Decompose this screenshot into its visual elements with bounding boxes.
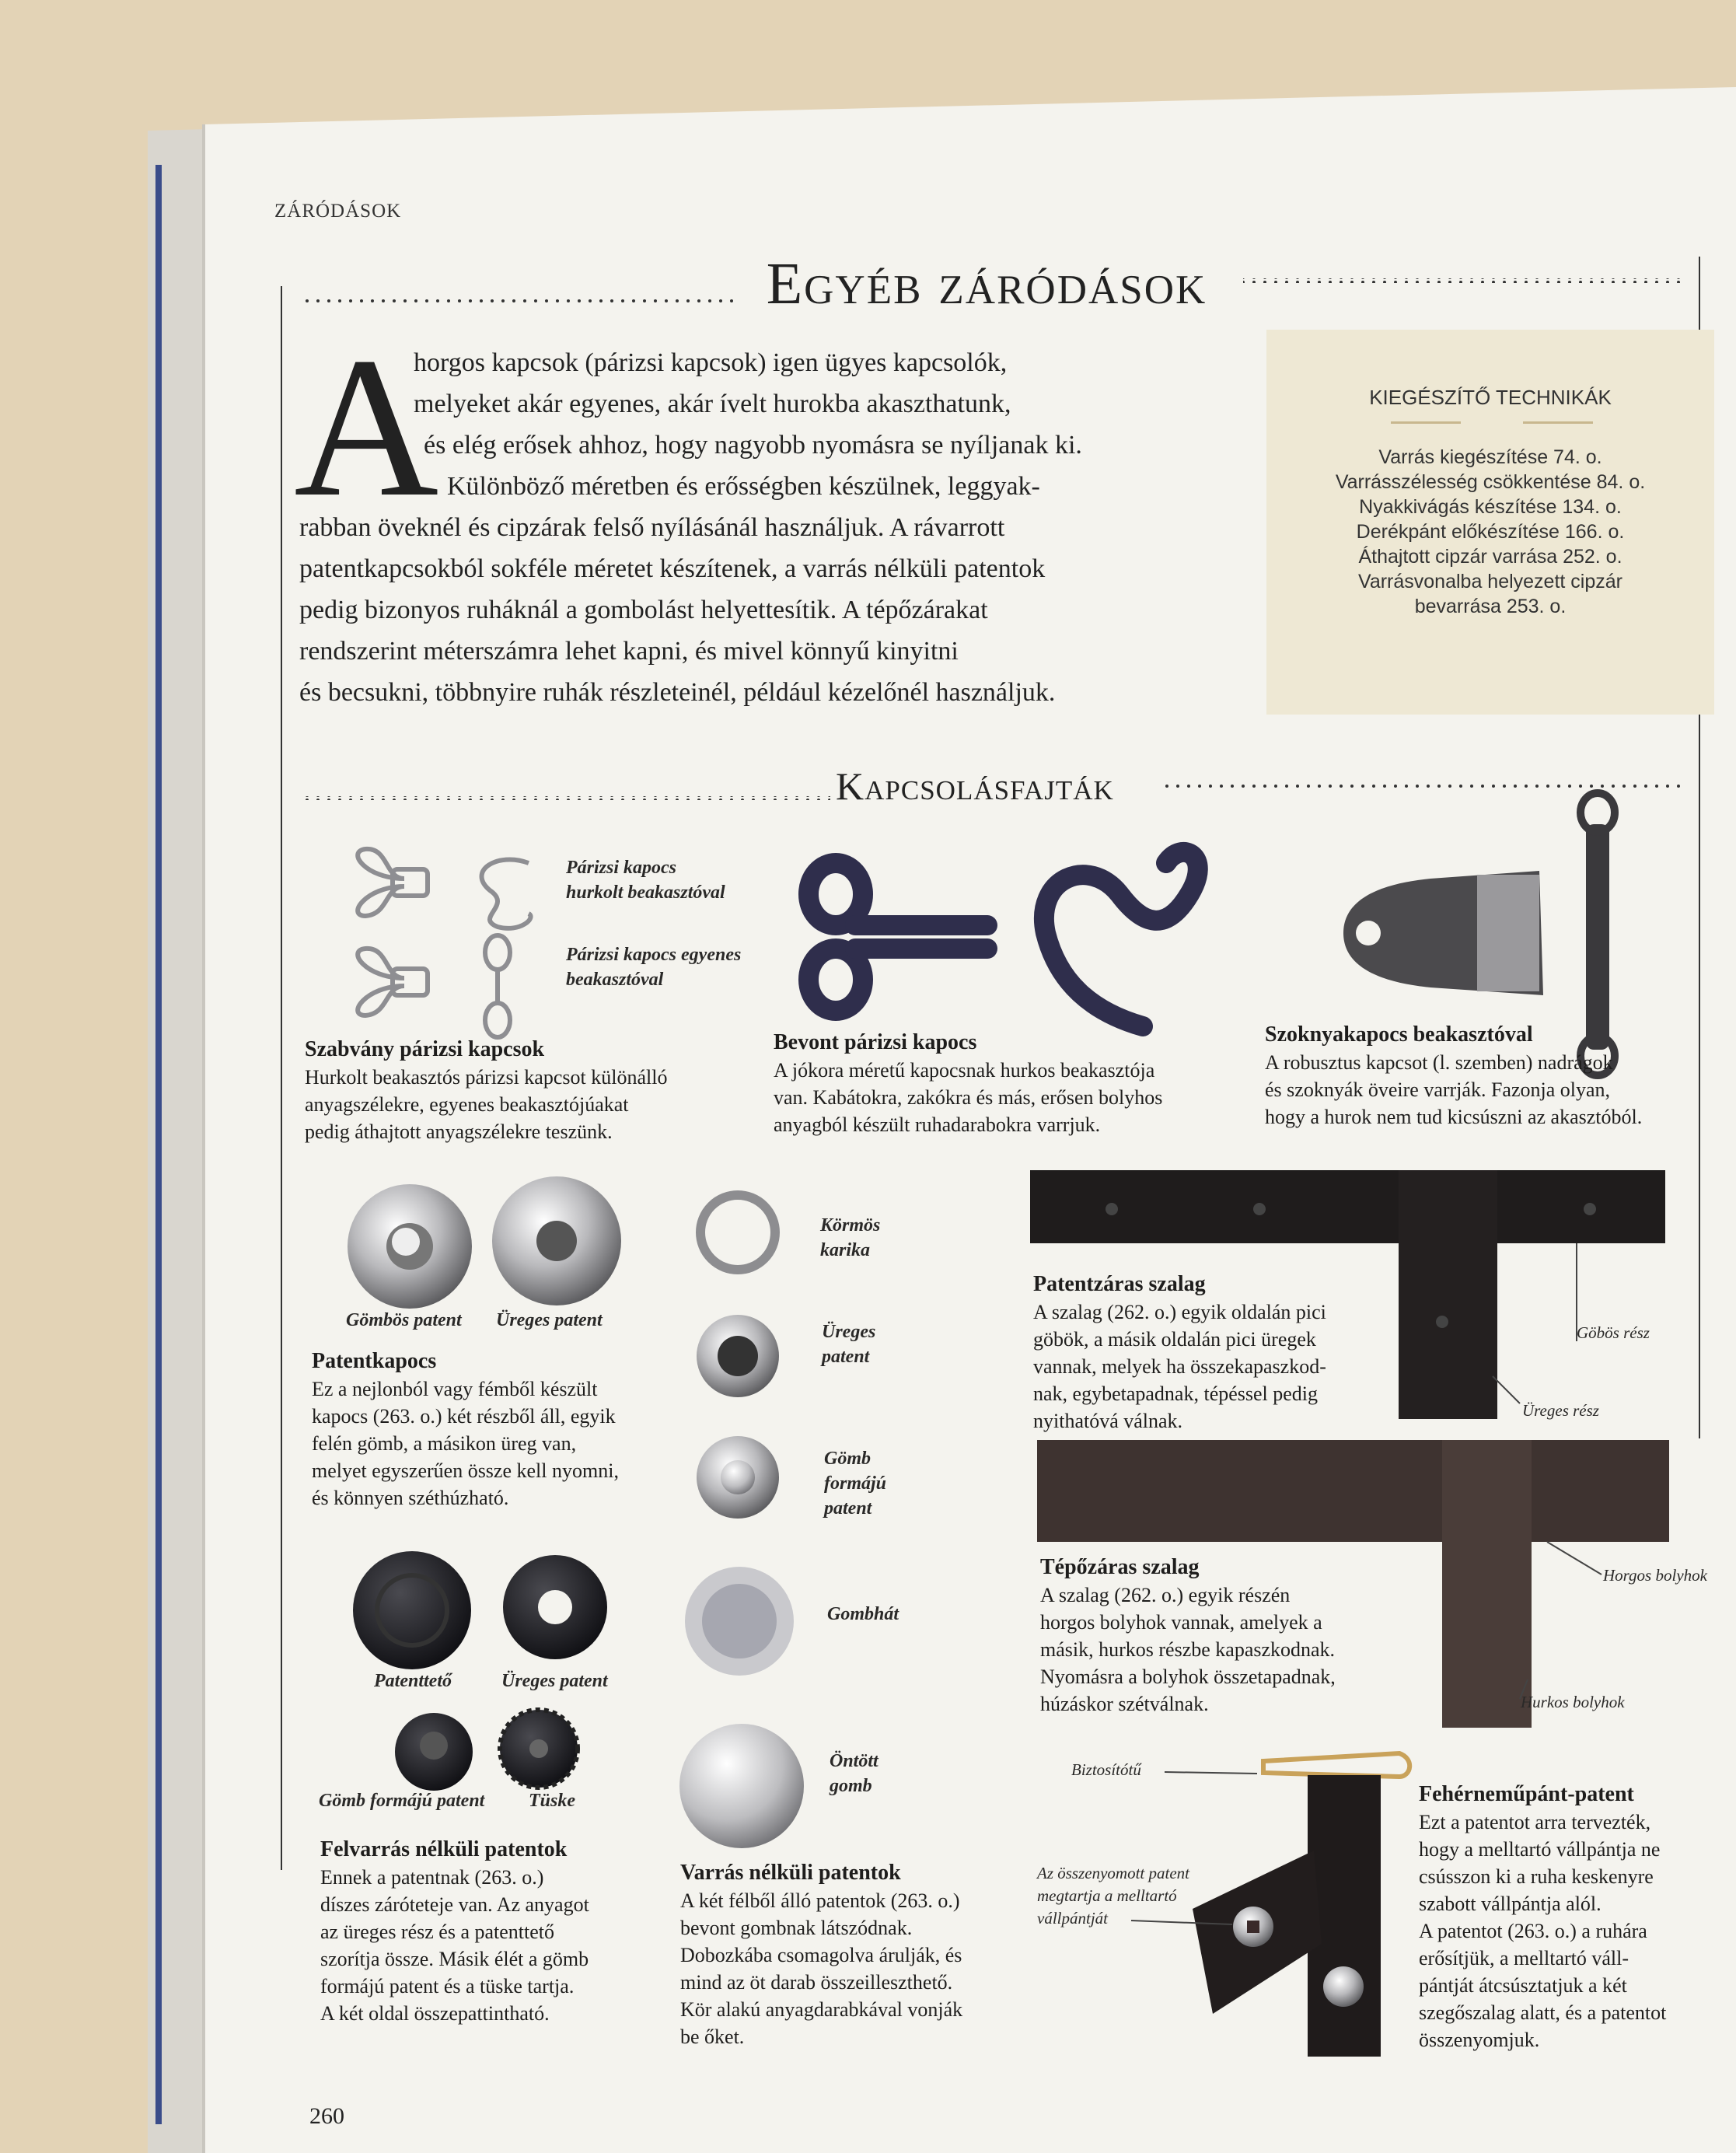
block-text — [1419, 1809, 1666, 2053]
text-line: patent — [822, 1347, 870, 1367]
text-line: és könnyen széthúzható. — [312, 1487, 509, 1509]
text-line: és szoknyák öveire varrják. Fazonja olyan, — [1265, 1078, 1611, 1101]
block-title: Bevont párizsi kapocs — [774, 1030, 977, 1054]
block-title: Patentkapocs — [312, 1349, 437, 1373]
text-line: vállpántját — [1037, 1909, 1108, 1928]
text-line: az üreges rész és a patenttető — [320, 1921, 555, 1943]
text-line: Ez a nejlonból vagy fémből készült — [312, 1378, 598, 1400]
block-text — [774, 1057, 1162, 1138]
text-line: másik, hurkos részbe kapaszkodnak. — [1040, 1638, 1336, 1661]
label-back: Gombhát — [827, 1604, 899, 1624]
text-line: A patentot (263. o.) a ruhára — [1419, 1920, 1647, 1942]
text-line: anyagból készült ruhadarabokra varrjuk. — [774, 1113, 1101, 1136]
hollow-snap-icon — [697, 1315, 779, 1397]
label-cast — [830, 1749, 878, 1798]
text-line: Varrás kiegészítése 74. o. — [1378, 446, 1602, 468]
block-title: Fehérneműpánt-patent — [1419, 1782, 1634, 1806]
text-line: Dobozkába csomagolva árulják, és — [680, 1944, 962, 1966]
text-line: Varrásvonalba helyezett cipzár — [1358, 571, 1622, 592]
text-line: bevarrása 253. o. — [1414, 596, 1567, 617]
page-title — [0, 250, 1736, 318]
text-line: rendszerint méterszámra lehet kapni, és mivel könnyű kinyitni — [299, 637, 959, 666]
text-line: van. Kabátokra, zakókra és más, erősen bolyhos — [774, 1086, 1163, 1109]
block-text — [305, 1064, 667, 1145]
text-line: A két félből álló patentok (263. o.) — [680, 1889, 960, 1912]
text-line: hogy a melltartó vállpántja ne — [1419, 1838, 1661, 1861]
text-line: nyithatóvá válnak. — [1033, 1410, 1183, 1432]
text-line: Ennek a patentnak (263. o.) — [320, 1866, 544, 1889]
block-nosew-decorative — [320, 1836, 589, 2027]
text-line: horgos kapcsok (párizsi kapcsok) igen ügyes kapcsolók, — [414, 348, 1008, 377]
text-line: nak, egybetapadnak, tépéssel pedig — [1033, 1382, 1319, 1405]
label-hook-straight — [566, 942, 741, 992]
sidebar-rule — [1523, 421, 1593, 424]
text-line: melyeket akár egyenes, akár ívelt hurokba akaszthatunk, — [414, 390, 1011, 418]
text-line: és elég erősek ahhoz, hogy nagyobb nyomásra se nyíljanak ki. — [424, 431, 1082, 460]
block-text — [320, 1864, 589, 2027]
section-title: Kapcsolásfajták — [836, 764, 1114, 808]
text-line: díszes zárótetеje van. Az anyagot — [320, 1893, 589, 1916]
text-line: gomb — [830, 1776, 872, 1796]
drop-cap: A — [294, 316, 439, 538]
block-covered-hook — [774, 1029, 1162, 1138]
label-snap-socket: Üreges patent — [496, 1310, 603, 1330]
sidebar-rule — [1391, 421, 1461, 424]
ball-snap-icon — [395, 1713, 473, 1791]
label-ring — [820, 1213, 880, 1263]
text-line: erősítjük, a melltartó váll- — [1419, 1947, 1629, 1970]
block-title: Tépőzáras szalag — [1040, 1555, 1200, 1579]
text-line: A robusztus kapcsot (l. szemben) nadrágok — [1265, 1051, 1613, 1074]
text-line: csússzon ki a ruha keskenyre — [1419, 1865, 1654, 1888]
block-snap — [312, 1347, 619, 1512]
block-snap-tape — [1033, 1270, 1326, 1435]
text-line: összenyomjuk. — [1419, 2029, 1540, 2051]
text-line: Párizsi kapocs — [566, 858, 677, 878]
block-text — [1265, 1049, 1642, 1131]
text-line: kapocs (263. o.) két részből áll, egyik — [312, 1405, 616, 1428]
text-line: formájú — [824, 1473, 887, 1494]
label-cap: Patenttető — [374, 1671, 452, 1691]
block-title: Patentzáras szalag — [1033, 1272, 1206, 1296]
text-line: A jókora méretű kapocsnak hurkos beakasztója — [774, 1059, 1155, 1082]
running-head: ZÁRÓDÁSOK — [274, 201, 402, 222]
text-line: húzáskor szétválnak. — [1040, 1693, 1209, 1715]
block-text — [680, 1887, 962, 2050]
text-line: anyagszélekre, egyenes beakasztójúakat — [305, 1093, 629, 1116]
page-number: 260 — [309, 2103, 344, 2129]
text-line: vannak, melyek ha összekapaszkod- — [1033, 1355, 1326, 1378]
text-line: szabott vállpántja alól. — [1419, 1893, 1602, 1915]
text-line: pántját átcsúsztatjuk a két — [1419, 1974, 1627, 1997]
text-line: Hurkolt beakasztós párizsi kapcsot különálló — [305, 1066, 668, 1089]
intro-paragraph — [299, 342, 1082, 713]
text-line: Áthajtott cipzár varrása 252. o. — [1358, 546, 1622, 568]
label-safety-pin: Biztosítótű — [1071, 1760, 1141, 1779]
text-line: Ezt a patentot arra tervezték, — [1419, 1811, 1651, 1833]
label-hollow — [822, 1319, 875, 1369]
text-line: pedig áthajtott anyagszélekre teszünk. — [305, 1120, 613, 1143]
snap-socket-icon — [492, 1176, 621, 1305]
prong-icon — [500, 1710, 578, 1788]
block-title: Felvarrás nélküli patentok — [320, 1837, 568, 1861]
cast-button-icon — [679, 1724, 804, 1848]
text-line: Kör alakú anyagdarabkával vonják — [680, 1998, 963, 2021]
text-line: göbök, a másik oldalán pici üregek — [1033, 1328, 1316, 1351]
block-standard-hooks — [305, 1036, 667, 1145]
ball-snap-silver-icon — [697, 1436, 779, 1519]
page-title-text: Egyéb záródások — [753, 251, 1221, 316]
text-line: formájú patent és a tüske tartja. — [320, 1975, 575, 1997]
text-line: bevont gombnak látszódnak. — [680, 1917, 913, 1939]
sidebar-list — [1266, 445, 1714, 619]
block-text — [1040, 1582, 1336, 1718]
snap-ball-icon — [348, 1184, 472, 1309]
text-line: horgos bolyhok vannak, amelyek a — [1040, 1611, 1322, 1634]
text-line: Nyomásra a bolyhok összetapadnak, — [1040, 1665, 1336, 1688]
block-nosew — [680, 1859, 962, 2050]
block-title: Varrás nélküli patentok — [680, 1861, 901, 1885]
text-line: Nyakkivágás készítése 134. o. — [1359, 496, 1622, 518]
text-line: pedig bizonyos ruháknál a gombolást helyettesítik. A tépőzárakat — [299, 596, 988, 624]
text-line: felén gömb, a másikon üreg van, — [312, 1432, 577, 1455]
sidebar-title: KIEGÉSZÍTŐ TECHNIKÁK — [1369, 386, 1612, 409]
snap-cap-icon — [353, 1551, 471, 1669]
text-line: Öntött — [830, 1751, 878, 1771]
text-line: hurkolt beakasztóval — [566, 883, 725, 903]
text-line: Párizsi kapocs egyenes — [566, 945, 742, 965]
text-line: megtartja a melltartó — [1037, 1886, 1177, 1905]
text-line: A szalag (262. o.) egyik oldalán pici — [1033, 1301, 1326, 1323]
text-line: hogy a hurok nem tud kicsúszni az akasztóból. — [1265, 1106, 1643, 1128]
text-line: beakasztóval — [566, 970, 664, 990]
text-line: szorítja össze. Másik élét a gömb — [320, 1948, 589, 1970]
label-hollow-part: Üreges rész — [1522, 1401, 1599, 1420]
text-line: mind az öt darab összeilleszthető. — [680, 1971, 953, 1994]
block-text — [1033, 1298, 1326, 1435]
text-line: Derékpánt előkészítése 166. o. — [1356, 521, 1625, 543]
book-spine-stripe — [155, 165, 162, 2124]
label-snap-ball: Gömbös patent — [346, 1310, 462, 1330]
text-line: Varrásszélesség csökkentése 84. o. — [1335, 471, 1646, 493]
block-text — [312, 1375, 619, 1512]
label-hook-pile: Horgos bolyhok — [1603, 1566, 1707, 1585]
text-line: szegőszalag alatt, és a patentot — [1419, 2001, 1667, 2024]
snap-socket-black-icon — [503, 1555, 607, 1659]
label-prong: Tüske — [529, 1791, 575, 1811]
text-line: A szalag (262. o.) egyik részén — [1040, 1584, 1291, 1606]
text-line: Körmös — [820, 1215, 881, 1236]
label-ball — [824, 1446, 886, 1521]
label-loop-pile: Hurkos bolyhok — [1521, 1693, 1625, 1711]
block-lingerie-snap — [1419, 1781, 1666, 2053]
text-line: melyet egyszerűen össze kell nyomni, — [312, 1459, 619, 1482]
text-line: patentkapcsokból sokféle méretet készítenek, a varrás nélküli patentok — [299, 554, 1046, 583]
block-skirt-hook — [1265, 1021, 1642, 1131]
text-line: patent — [824, 1498, 872, 1519]
block-title: Szoknyakapocs beakasztóval — [1265, 1022, 1533, 1047]
label-socket2: Üreges patent — [501, 1671, 608, 1691]
related-techniques-box — [1266, 330, 1714, 715]
section-dots-left — [305, 796, 830, 800]
text-line: A két oldal összepattintható. — [320, 2002, 550, 2025]
text-line: rabban öveknél és cipzárak felső nyílásánál használjuk. A rávarrott — [299, 513, 1005, 542]
label-ball-shaped: Gömb formájú patent — [319, 1791, 485, 1811]
label-hook-looped — [566, 855, 725, 905]
text-line: Különböző méretben és erősségben készülnek, leggyak- — [447, 472, 1040, 501]
text-line: be őket. — [680, 2025, 745, 2048]
block-velcro — [1040, 1554, 1336, 1718]
label-pressed-snap — [1037, 1862, 1189, 1930]
text-line: Üreges — [822, 1322, 876, 1342]
button-back-icon — [685, 1567, 794, 1676]
text-line: Gömb — [824, 1449, 871, 1469]
section-dots-right — [1165, 784, 1687, 788]
text-line: Az összenyomott patent — [1037, 1864, 1189, 1882]
block-title: Szabvány párizsi kapcsok — [305, 1037, 545, 1061]
text-line: karika — [820, 1240, 871, 1260]
label-knob-part: Göbös rész — [1577, 1323, 1650, 1342]
text-line: és becsukni, többnyire ruhák részleteinél, például kézelőnél használjuk. — [299, 678, 1056, 707]
